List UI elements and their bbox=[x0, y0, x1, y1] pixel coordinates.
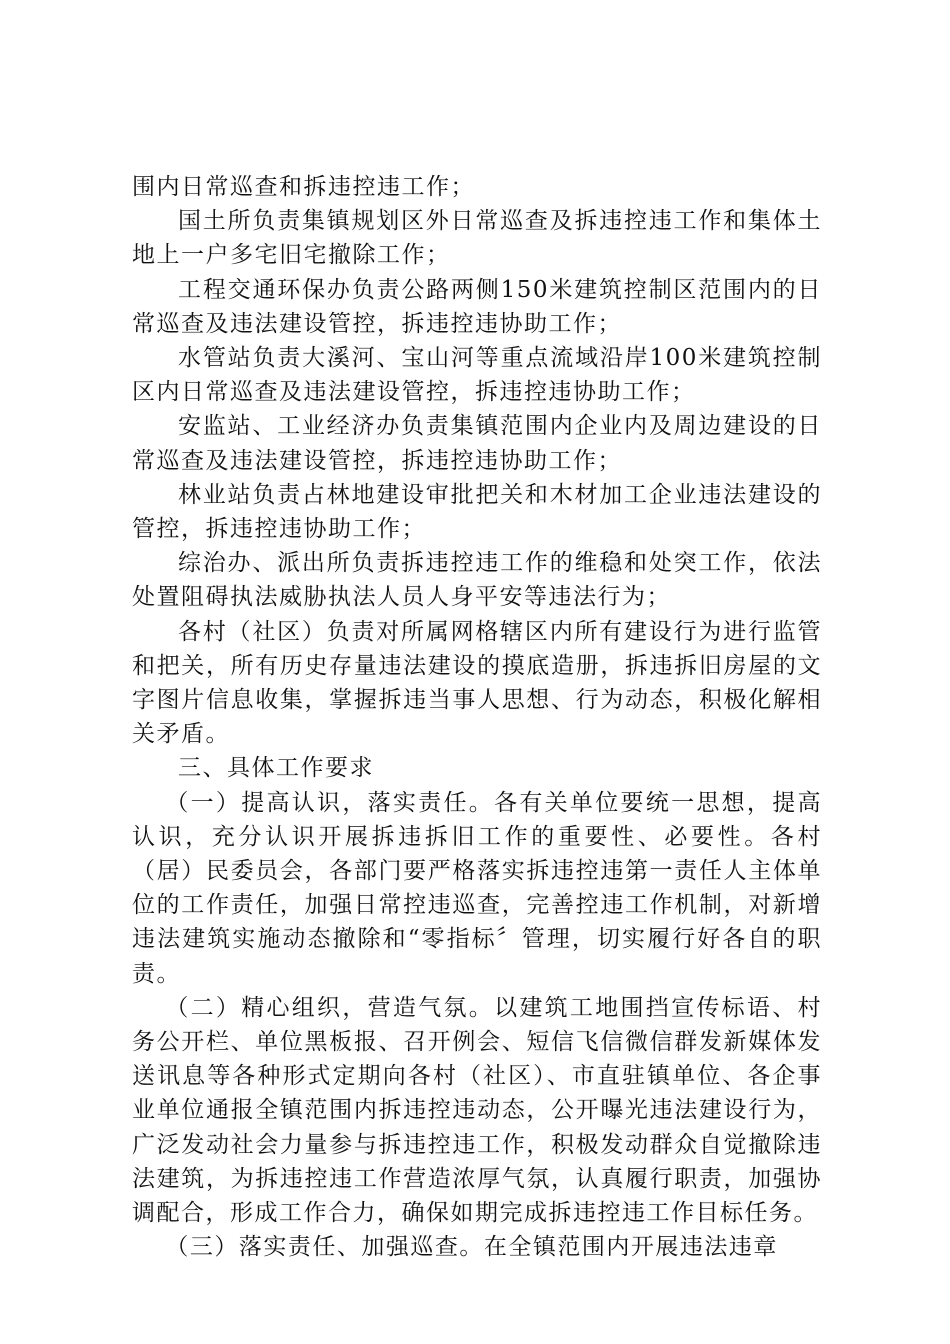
paragraph-continuation: 围内日常巡查和拆违控违工作； bbox=[132, 174, 475, 200]
section-heading: 三、具体工作要求 bbox=[178, 755, 374, 782]
paragraph-water-station: 水管站负责大溪河、宝山河等重点流域沿岸100米建筑控制区内日常巡查及违法建设管控，拆违控违协助工作； bbox=[132, 345, 822, 406]
paragraph-requirement-1: （一）提高认识，落实责任。各有关单位要统一思想，提高认识，充分认识开展拆违拆旧工作的重要性、必要性。各村（居）民委员会，各部门要严格落实拆违控违第一责任人主体单位的工作责任，加强日常控违巡查，完善控违工作机制，对新增违法建筑实施动态撤除和“零指标〞管理，切实履行好各自的职责。 bbox=[132, 789, 822, 987]
paragraph-requirement-3: （三）落实责任、加强巡查。在全镇范围内开展违法违章 bbox=[165, 1234, 778, 1261]
paragraph-villages: 各村（社区）负责对所属网格辖区内所有建设行为进行监管和把关，所有历史存量违法建设的摸底造册，拆违拆旧房屋的文字图片信息收集，掌握拆违当事人思想、行为动态，积极化解相关矛盾。 bbox=[132, 618, 822, 748]
paragraph-forestry-station: 林业站负责占林地建设审批把关和木材加工企业违法建设的管控，拆违控违协助工作； bbox=[132, 481, 822, 543]
paragraph-requirement-2: （二）精心组织，营造气氛。以建筑工地围挡宣传标语、村务公开栏、单位黑板报、召开例会、短信飞信微信群发新媒体发送讯息等各种形式定期向各村（社区）、市直驻镇单位、各企事业单位通报全镇范围内拆违控违动态，公开曝光违法建设行为，广泛发动社会力量参与拆违控违工作，积极发动群众自觉撤除违法建筑，为拆违控违工作营造浓厚气氛，认真履行职责，加强协调配合，形成工作合力，确保如期完成拆违控违工作目标任务。 bbox=[132, 994, 822, 1227]
document-body bbox=[132, 170, 822, 1265]
paragraph-engineering-office: 工程交通环保办负责公路两侧150米建筑控制区范围内的日常巡查及违法建设管控，拆违控违协助工作； bbox=[132, 276, 822, 337]
paragraph-land-office: 国土所负责集镇规划区外日常巡查及拆违控违工作和集体土地上一户多宅旧宅撤除工作； bbox=[132, 208, 822, 269]
paragraph-safety-station: 安监站、工业经济办负责集镇范围内企业内及周边建设的日常巡查及违法建设管控，拆违控违协助工作； bbox=[132, 413, 822, 474]
paragraph-police-office: 综治办、派出所负责拆违控违工作的维稳和处突工作，依法处置阻碍执法威胁执法人员人身平安等违法行为； bbox=[132, 550, 822, 611]
